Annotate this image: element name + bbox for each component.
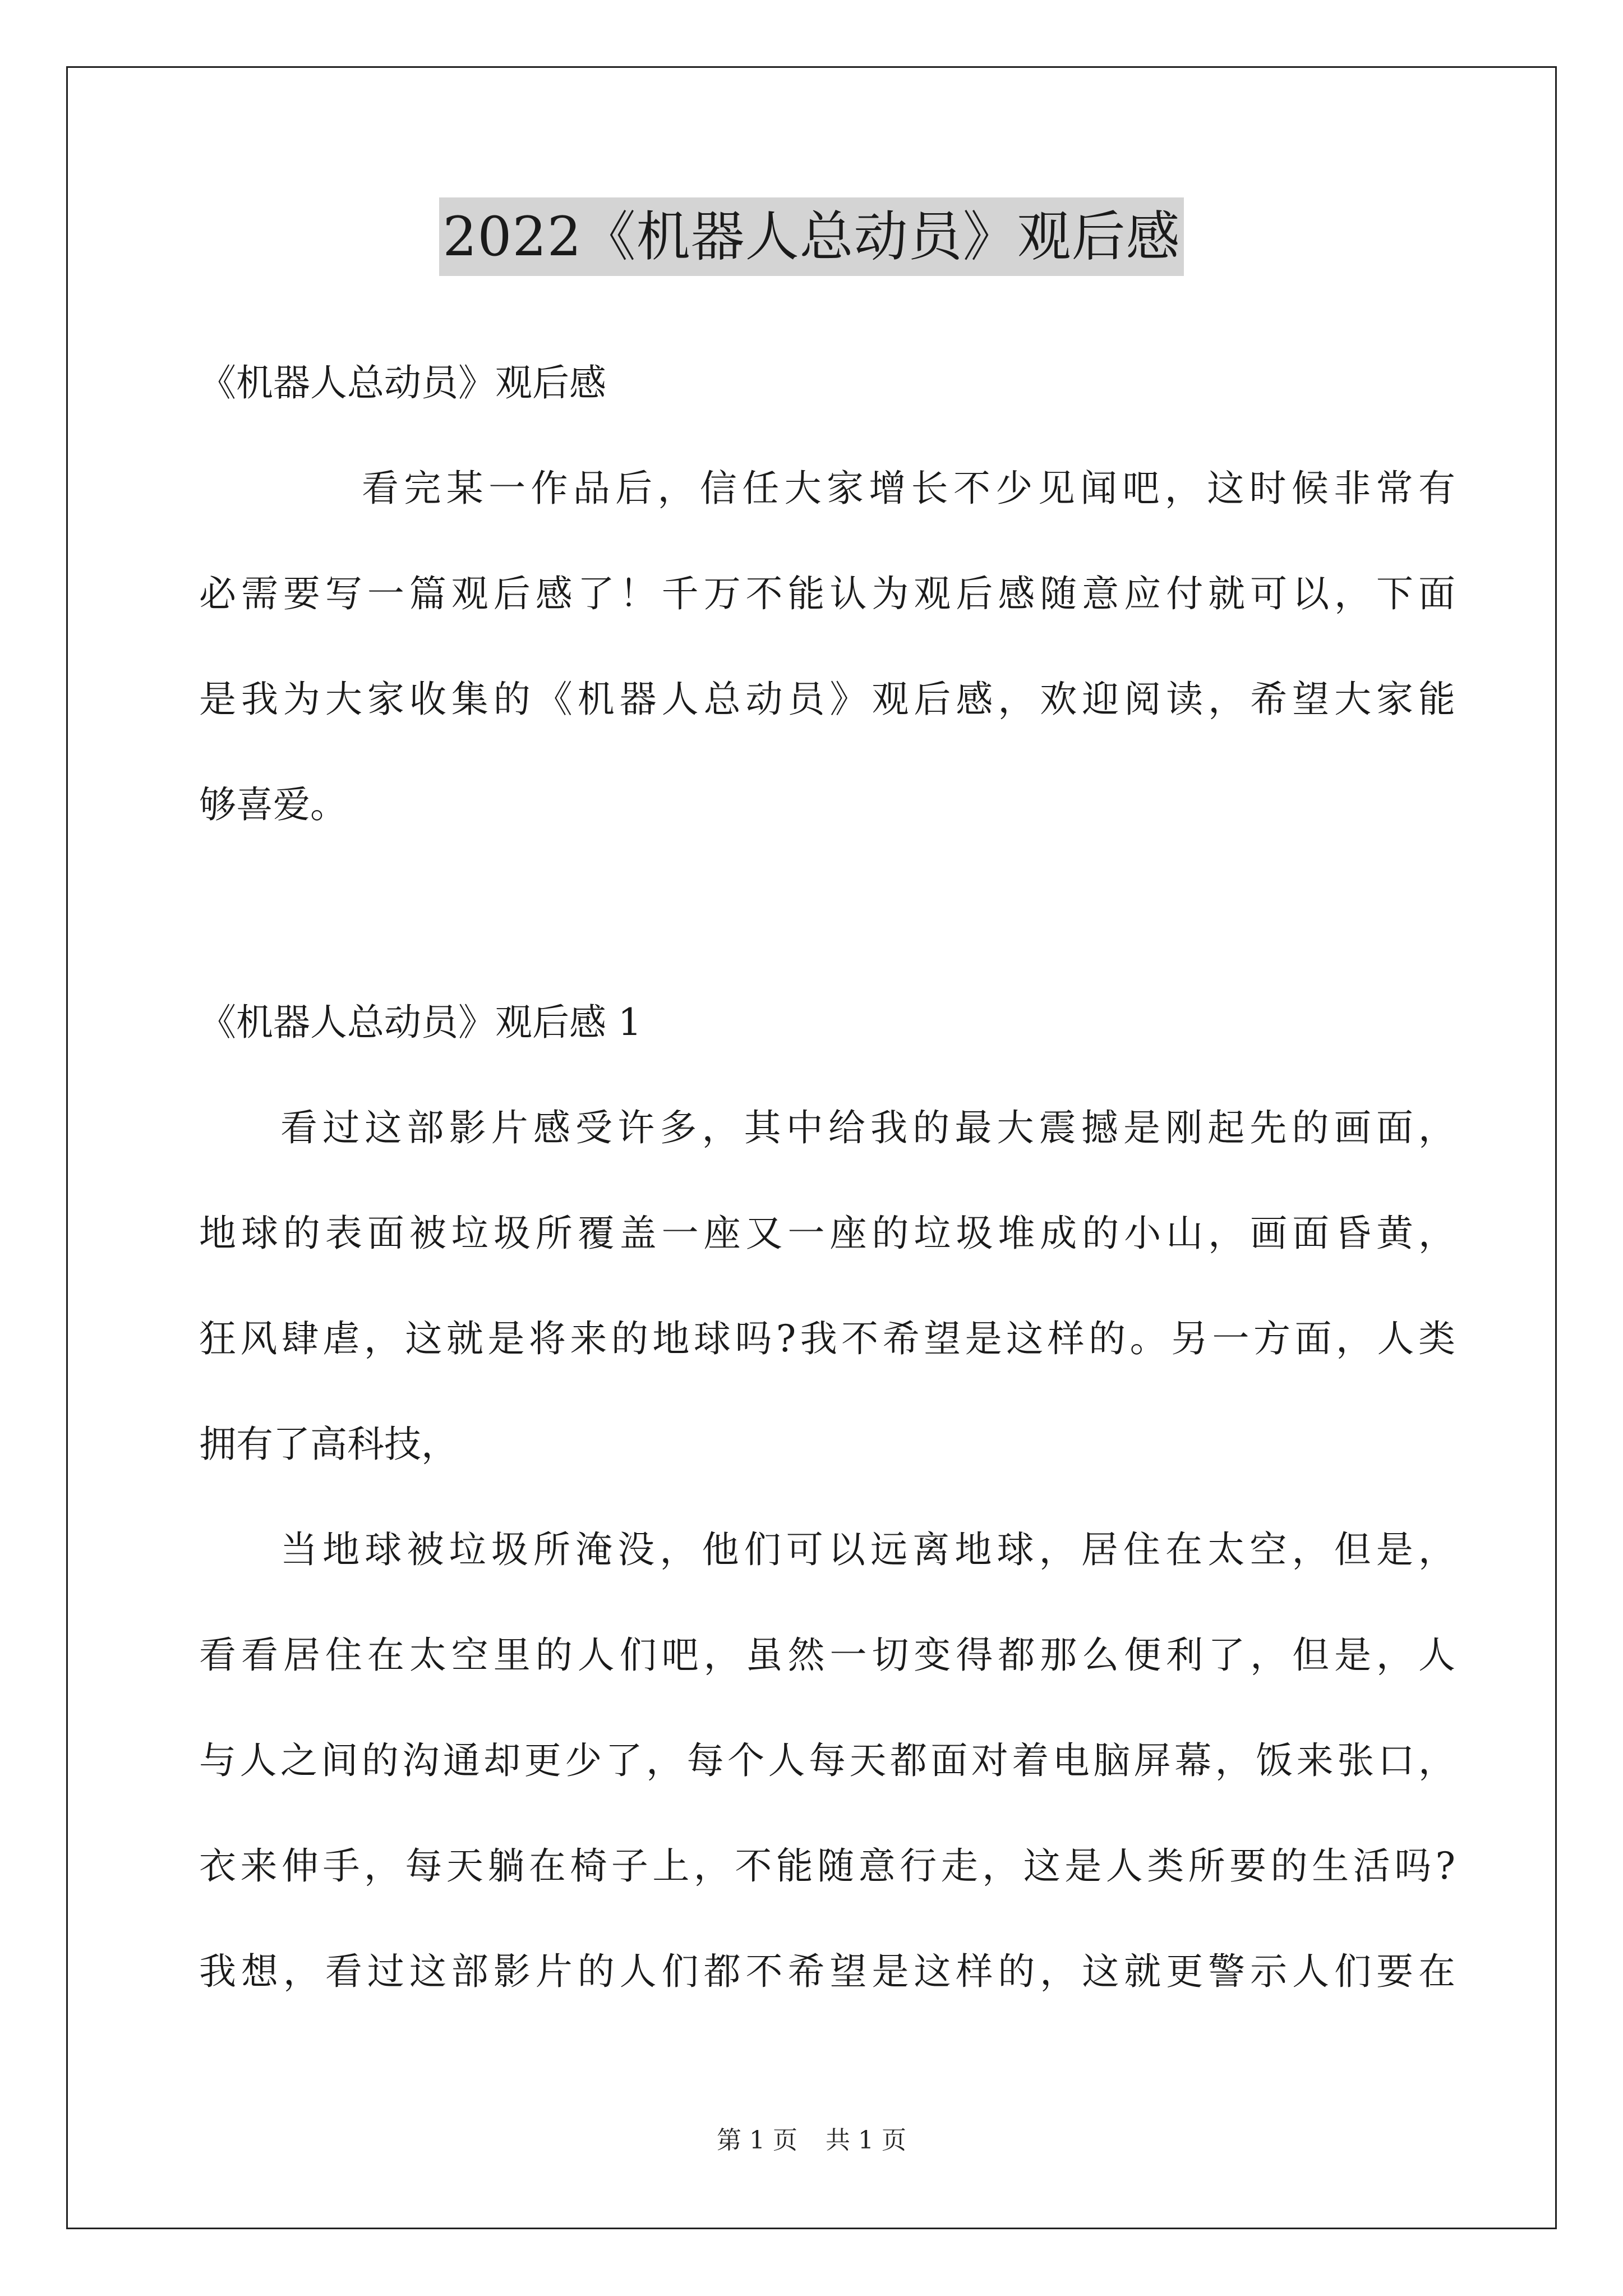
intro-line-4: 够喜爱。 [199,783,347,826]
paragraph2-line-4: 衣来伸手，每天躺在椅子上，不能随意行走，这是人类所要的生活吗? [199,1844,1455,1888]
document-subtitle: 《机器人总动员》观后感 [199,361,606,404]
paragraph1-line-3: 狂风肆虐，这就是将来的地球吗?我不希望是这样的。另一方面，人类 [199,1317,1455,1360]
paragraph2-line-3: 与人之间的沟通却更少了，每个人每天都面对着电脑屏幕，饭来张口， [199,1739,1455,1782]
page-footer [0,2124,1623,2157]
section-heading: 《机器人总动员》观后感 1 [199,1001,642,1044]
title-container [0,197,1623,276]
paragraph1-line-2: 地球的表面被垃圾所覆盖一座又一座的垃圾堆成的小山，画面昏黄， [199,1212,1455,1255]
page-total: 共 1 页 [826,2126,906,2155]
document-title: 2022《机器人总动员》观后感 [439,197,1183,276]
intro-line-3: 是我为大家收集的《机器人总动员》观后感，欢迎阅读，希望大家能 [199,678,1455,721]
paragraph2-line-1: 当地球被垃圾所淹没，他们可以远离地球，居住在太空，但是， [280,1528,1455,1571]
page-number: 第 1 页 [717,2126,797,2155]
intro-line-1: 看完某一作品后，信任大家增长不少见闻吧，这时候非常有 [362,467,1455,510]
paragraph2-line-2: 看看居住在太空里的人们吧，虽然一切变得都那么便利了，但是，人 [199,1634,1455,1677]
paragraph1-line-1: 看过这部影片感受许多，其中给我的最大震撼是刚起先的画面， [280,1106,1455,1149]
paragraph2-line-5: 我想，看过这部影片的人们都不希望是这样的，这就更警示人们要在 [199,1950,1455,1993]
paragraph1-line-4: 拥有了高科技， [199,1423,458,1466]
intro-line-2: 必需要写一篇观后感了！千万不能认为观后感随意应付就可以，下面 [199,572,1455,615]
